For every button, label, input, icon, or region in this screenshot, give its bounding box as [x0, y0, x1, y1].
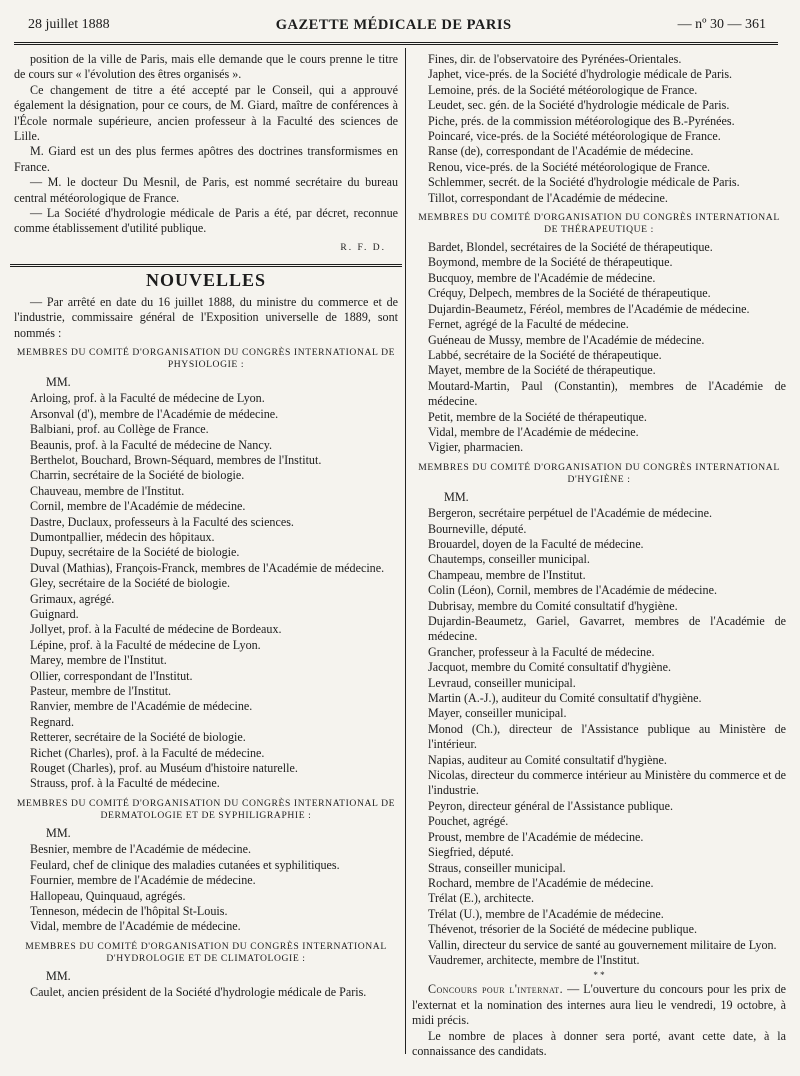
therapeutics-members-list	[412, 240, 786, 456]
member-entry: Mayet, membre de la Société de thérapeutique.	[428, 363, 656, 378]
member-entry: Trélat (U.), membre de l'Académie de médecine.	[428, 906, 664, 921]
member-entry: Poincaré, vice-prés. de la Société météorologique de France.	[428, 129, 721, 144]
member-entry: Dubrisay, membre du Comité consultatif d'hygiène.	[428, 598, 678, 613]
paragraph: — La Société d'hydrologie médicale de Paris a été, par décret, reconnue comme établissement d'utilité publique.	[14, 206, 398, 236]
member-entry: Petit, membre de la Société de thérapeutique.	[428, 409, 647, 424]
member-entry: Strauss, prof. à la Faculté de médecine.	[30, 776, 220, 791]
hygiene-committee-heading: MEMBRES DU COMITÉ D'ORGANISATION DU CONGRÈS INTERNATIONAL D'HYGIÈNE :	[418, 461, 780, 485]
mm-label: MM.	[46, 374, 71, 389]
physiology-members-list	[14, 391, 398, 792]
member-entry: Bardet, Blondel, secrétaires de la Société de thérapeutique.	[428, 240, 713, 255]
member-entry: Caulet, ancien président de la Société d'hydrologie médicale de Paris.	[30, 985, 367, 1000]
member-entry: Vallin, directeur du service de santé au gouvernement militaire de Lyon.	[428, 937, 777, 952]
member-entry: Regnard.	[30, 714, 74, 729]
member-entry: Brouardel, doyen de la Faculté de médecine.	[428, 536, 644, 551]
paragraph: Ce changement de titre a été accepté par le Conseil, qui a approuvé également la désignation, pour ce cours, de M. Giard, maître de conférences à l'École normale supérieure, ancien professeur à la Faculté des sciences de Lille.	[14, 82, 398, 144]
member-entry: Besnier, membre de l'Académie de médecine.	[30, 842, 251, 857]
member-entry: Jollyet, prof. à la Faculté de médecine de Bordeaux.	[30, 622, 282, 637]
member-entry: Charrin, secrétaire de la Société de biologie.	[30, 468, 245, 483]
member-entry: Grancher, professeur à la Faculté de médecine.	[428, 644, 655, 659]
member-entry: Feulard, chef de clinique des maladies cutanées et syphilitiques.	[30, 857, 340, 872]
member-entry: Guignard.	[30, 607, 79, 621]
member-entry: Moutard-Martin, Paul (Constantin), membres de l'Académie de médecine.	[428, 378, 786, 409]
member-entry: Duval (Mathias), François-Franck, membres de l'Académie de médecine.	[30, 560, 385, 575]
member-entry: Fernet, agrégé de la Faculté de médecine.	[428, 317, 629, 332]
mm-label: MM.	[46, 968, 71, 983]
member-entry: Vidal, membre de l'Académie de médecine.	[30, 919, 241, 934]
member-entry: Schlemmer, secrét. de la Société d'hydrologie médicale de Paris.	[428, 175, 740, 190]
dermatology-committee-heading: MEMBRES DU COMITÉ D'ORGANISATION DU CONGRÈS INTERNATIONAL DE DERMATOLOGIE ET DE SYPHILIGRAPHIE :	[16, 797, 396, 821]
member-entry: Thévenot, trésorier de la Société de médecine publique.	[428, 922, 697, 937]
member-entry: Levraud, conseiller municipal.	[428, 675, 576, 690]
nouvelles-heading: NOUVELLES	[145, 270, 267, 291]
member-entry: Vigier, pharmacien.	[428, 440, 524, 455]
section-stars: * *	[593, 970, 605, 981]
member-entry: Chautemps, conseiller municipal.	[428, 552, 590, 567]
member-entry: Dujardin-Beaumetz, Gariel, Gavarret, membres de l'Académie de médecine.	[428, 614, 786, 644]
member-entry: Napias, auditeur au Comité consultatif d'hygiène.	[428, 752, 667, 767]
member-entry: Berthelot, Bouchard, Brown-Séquard, membres de l'Institut.	[30, 452, 322, 467]
section-rule	[10, 264, 402, 267]
member-entry: Beaunis, prof. à la Faculté de médecine de Nancy.	[30, 437, 272, 452]
concours-label: Concours pour l'internat.	[428, 982, 564, 997]
member-entry: Hallopeau, Quinquaud, agrégés.	[30, 888, 186, 903]
therapeutics-committee-heading: MEMBRES DU COMITÉ D'ORGANISATION DU CONGRÈS INTERNATIONAL DE THÉRAPEUTIQUE :	[418, 212, 780, 236]
member-entry: Nicolas, directeur du commerce intérieur au Ministère du commerce et de l'industrie.	[428, 768, 786, 798]
member-entry: Mayer, conseiller municipal.	[428, 706, 567, 721]
member-entry: Trélat (E.), architecte.	[428, 891, 534, 906]
member-entry: Rochard, membre de l'Académie de médecine.	[428, 875, 654, 890]
member-entry: Peyron, directeur général de l'Assistance publique.	[428, 798, 673, 813]
member-entry: Pasteur, membre de l'Institut.	[30, 684, 172, 699]
member-entry: Jacquot, membre du Comité consultatif d'hygiène.	[428, 660, 671, 675]
member-entry: Lemoine, prés. de la Société météorologique de France.	[428, 82, 698, 97]
issue-page-number: — nº 30 — 361	[677, 17, 766, 32]
member-entry: Siegfried, député.	[428, 845, 514, 860]
mm-label: MM.	[46, 825, 71, 840]
hydrology-committee-heading: MEMBRES DU COMITÉ D'ORGANISATION DU CONGRÈS INTERNATIONAL D'HYDROLOGIE ET DE CLIMATOLOGIE :	[25, 940, 387, 964]
member-entry: Dupuy, secrétaire de la Société de biologie.	[30, 545, 240, 560]
member-entry: Richet (Charles), prof. à la Faculté de médecine.	[30, 745, 265, 760]
member-entry: Bourneville, député.	[428, 521, 527, 536]
physiology-committee-heading: MEMBRES DU COMITÉ D'ORGANISATION DU CONGRÈS INTERNATIONAL DE PHYSIOLOGIE :	[16, 346, 396, 370]
left-column	[14, 52, 398, 1001]
member-entry: Monod (Ch.), directeur de l'Assistance publique au Ministère de l'intérieur.	[428, 721, 786, 752]
member-entry: Arloing, prof. à la Faculté de médecine de Lyon.	[30, 391, 265, 406]
places-paragraph: Le nombre de places à donner sera porté, avant cette date, à la connaissance des candidats.	[412, 1028, 786, 1058]
member-entry: Marey, membre de l'Institut.	[30, 653, 167, 668]
hydrology-members-list	[14, 985, 398, 1000]
concours-paragraph	[412, 982, 786, 1028]
member-entry: Dumontpallier, médecin des hôpitaux.	[30, 529, 215, 544]
member-entry: Boymond, membre de la Société de thérapeutique.	[428, 255, 673, 270]
member-entry: Guéneau de Mussy, membre de l'Académie de médecine.	[428, 332, 705, 347]
member-entry: Japhet, vice-prés. de la Société d'hydrologie médicale de Paris.	[428, 67, 733, 82]
member-entry: Arsonval (d'), membre de l'Académie de médecine.	[30, 406, 279, 421]
right-column	[412, 52, 786, 1059]
member-entry: Ollier, correspondant de l'Institut.	[30, 668, 193, 683]
column-divider	[405, 48, 406, 1054]
signature: R. F. D.	[340, 242, 386, 253]
member-entry: Colin (Léon), Cornil, membres de l'Académie de médecine.	[428, 583, 717, 598]
member-entry: Fines, dir. de l'observatoire des Pyrénées-Orientales.	[428, 52, 682, 66]
member-entry: Piche, prés. de la commission météorologique des B.-Pyrénées.	[428, 113, 735, 128]
member-entry: Tenneson, médecin de l'hôpital St-Louis.	[30, 903, 228, 918]
member-entry: Tillot, correspondant de l'Académie de médecine.	[428, 190, 668, 205]
member-entry: Renou, vice-prés. de la Société météorologique de France.	[428, 159, 711, 174]
member-entry: Chauveau, membre de l'Institut.	[30, 483, 185, 498]
intro-paragraphs	[14, 52, 398, 237]
hygiene-members-list	[412, 506, 786, 968]
member-entry: Créquy, Delpech, membres de la Société de thérapeutique.	[428, 286, 711, 301]
header-rule	[14, 42, 778, 45]
paragraph: position de la ville de Paris, mais elle demande que le cours prenne le titre de cours sur « l'évolution des êtres organisés ».	[14, 52, 398, 82]
arrete-paragraph: — Par arrêté en date du 16 juillet 1888, du ministre du commerce et de l'industrie, commissaire général de l'Exposition universelle de 1889, sont nommés :	[14, 294, 398, 340]
member-entry: Grimaux, agrégé.	[30, 591, 115, 606]
member-entry: Dastre, Duclaux, professeurs à la Faculté des sciences.	[30, 514, 294, 529]
member-entry: Straus, conseiller municipal.	[428, 860, 566, 875]
page-header	[28, 14, 766, 36]
issue-date: 28 juillet 1888	[28, 17, 110, 32]
member-entry: Vaudremer, architecte, membre de l'Institut.	[428, 952, 640, 967]
paragraph: — M. le docteur Du Mesnil, de Paris, est nommé secrétaire du bureau central météorologique de France.	[14, 175, 398, 205]
concours-text: — L'ouverture du concours pour les prix de l'externat et la nomination des internes aura lieu le vendredi, 19 octobre, à midi précis.	[412, 982, 786, 1028]
member-entry: Ranvier, membre de l'Académie de médecine.	[30, 699, 253, 714]
paragraph: M. Giard est un des plus fermes apôtres des doctrines transformismes en France.	[14, 144, 398, 174]
member-entry: Lépine, prof. à la Faculté de médecine de Lyon.	[30, 637, 261, 652]
member-entry: Vidal, membre de l'Académie de médecine.	[428, 424, 639, 439]
member-entry: Pouchet, agrégé.	[428, 814, 509, 829]
member-entry: Champeau, membre de l'Institut.	[428, 567, 586, 582]
member-entry: Leudet, sec. gén. de la Société d'hydrologie médicale de Paris.	[428, 98, 730, 113]
journal-title: GAZETTE MÉDICALE DE PARIS	[275, 16, 512, 33]
member-entry: Dujardin-Beaumetz, Féréol, membres de l'Académie de médecine.	[428, 301, 750, 316]
member-entry: Rouget (Charles), prof. au Muséum d'histoire naturelle.	[30, 761, 298, 776]
member-entry: Martin (A.-J.), auditeur du Comité consultatif d'hygiène.	[428, 691, 702, 706]
member-entry: Gley, secrétaire de la Société de biologie.	[30, 576, 231, 591]
member-entry: Balbiani, prof. au Collège de France.	[30, 422, 209, 437]
mm-label: MM.	[444, 489, 469, 504]
member-entry: Ranse (de), correspondant de l'Académie de médecine.	[428, 144, 694, 159]
member-entry: Bergeron, secrétaire perpétuel de l'Académie de médecine.	[428, 506, 712, 521]
member-entry: Cornil, membre de l'Académie de médecine.	[30, 499, 246, 514]
member-entry: Bucquoy, membre de l'Académie de médecine.	[428, 270, 656, 285]
member-entry: Fournier, membre de l'Académie de médecine.	[30, 873, 256, 888]
hydrology-members-list-continued	[412, 52, 786, 206]
dermatology-members-list	[14, 842, 398, 934]
member-entry: Retterer, secrétaire de la Société de biologie.	[30, 730, 246, 745]
member-entry: Proust, membre de l'Académie de médecine.	[428, 829, 644, 844]
member-entry: Labbé, secrétaire de la Société de thérapeutique.	[428, 347, 662, 362]
